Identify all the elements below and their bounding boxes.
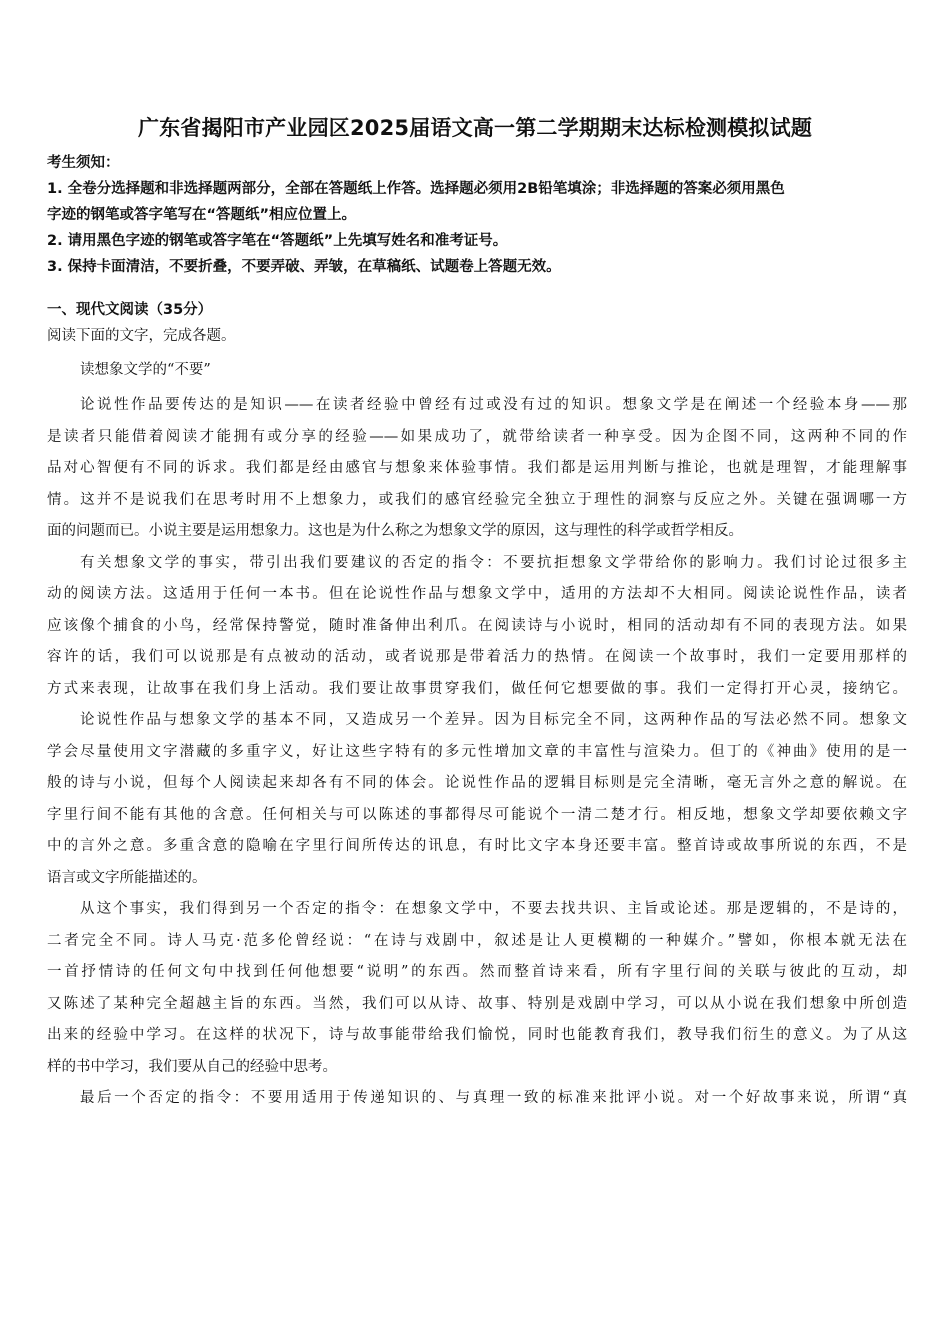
body-line: 应该像个捕食的小鸟，经常保持警觉，随时准备伸出利爪。在阅读诗与小说时，相同的活动却有不同的表现方法。如果 (47, 617, 907, 634)
candidate-notice (47, 150, 907, 280)
body-line: 从这个事实，我们得到另一个否定的指令：在想象文学中，不要去找共识、主旨或论述。那是逻辑的，不是诗的， (80, 901, 907, 917)
body-line: 学会尽量使用文字潜藏的多重字义，好让这些字特有的多元性增加文章的丰富性与渲染力。但丁的《神曲》使用的是一 (47, 743, 907, 760)
body-line: 容许的话，我们可以说那是有点被动的活动，或者说那是带着活力的热情。在阅读一个故事时，我们一定要用那样的 (47, 649, 907, 665)
body-line: 一首抒情诗的任何文句中找到任何他想要“说明”的东西。然而整首诗来看，所有字里行间的关联与彼此的互动，却 (47, 964, 907, 980)
body-line: 论说性作品要传达的是知识——在读者经验中曾经有过或没有过的知识。想象文学是在阐述一个经验本身——那 (80, 397, 907, 413)
body-line: 最后一个否定的指令：不要用适用于传递知识的、与真理一致的标准来批评小说。对一个好故事来说，所谓“真 (80, 1090, 907, 1106)
article-body (47, 390, 907, 1115)
body-line: 品对心智便有不同的诉求。我们都是经由感官与想象来体验事情。我们都是运用判断与推论，也就是理智，才能理解事 (47, 460, 907, 476)
body-line: 论说性作品与想象文学的基本不同，又造成另一个差异。因为目标完全不同，这两种作品的写法必然不同。想象文 (80, 712, 907, 728)
body-line: 出来的经验中学习。在这样的状况下，诗与故事能带给我们愉悦，同时也能教育我们，教导我们衍生的意义。为了从这 (47, 1027, 907, 1043)
body-line: 又陈述了某种完全超越主旨的东西。当然，我们可以从诗、故事、特别是戏剧中学习，可以从小说在我们想象中所创造 (47, 995, 907, 1012)
body-line: 语言或文字所能描述的。 (47, 869, 207, 886)
body-line: 是读者只能借着阅读才能拥有或分享的经验——如果成功了，就带给读者一种享受。因为企图不同，这两种不同的作 (47, 428, 907, 445)
notice-line: 1. 全卷分选择题和非选择题两部分，全部在答题纸上作答。选择题必须用2B铅笔填涂；非选择题的答案必须用黑色 (47, 181, 785, 197)
notice-heading: 考生须知： (47, 155, 120, 171)
body-line: 二者完全不同。诗人马克·范多伦曾经说：“在诗与戏剧中，叙述是让人更模糊的一种媒介。”譬如，你根本就无法在 (47, 932, 907, 949)
exam-title: 广东省揭阳市产业园区2025届语文高一第二学期期末达标检测模拟试题 (137, 116, 813, 140)
body-line: 中的言外之意。多重含意的隐喻在字里行间所传达的讯息，有时比文字本身还要丰富。整首诗或故事所说的东西，不是 (47, 838, 907, 854)
body-line: 有关想象文学的事实，带引出我们要建议的否定的指令：不要抗拒想象文学带给你的影响力。我们讨论过很多主 (80, 554, 907, 571)
notice-line: 字迹的钢笔或答字笔写在“答题纸”相应位置上。 (47, 207, 357, 223)
body-line: 动的阅读方法。这适用于任何一本书。但在论说性作品与想象文学中，适用的方法却不大相同。阅读论说性作品，读者 (47, 586, 907, 602)
article-title: 读想象文学的“不要” (80, 362, 211, 378)
section-heading: 一、现代文阅读（35分） (47, 302, 213, 318)
body-line: 面的问题而已。小说主要是运用想象力。这也是为什么称之为想象文学的原因，这与理性的科学或哲学相反。 (47, 523, 743, 539)
reading-instruction: 阅读下面的文字，完成各题。 (47, 328, 236, 344)
body-line: 情。这并不是说我们在思考时用不上想象力，或我们的感官经验完全独立于理性的洞察与反应之外。关键在强调哪一方 (47, 491, 907, 508)
body-line: 样的书中学习，我们要从自己的经验中思考。 (47, 1058, 337, 1075)
body-line: 般的诗与小说，但每个人阅读起来却各有不同的体会。论说性作品的逻辑目标则是完全清晰，毫无言外之意的解说。在 (47, 775, 907, 791)
body-line: 方式来表现，让故事在我们身上活动。我们要让故事贯穿我们，做任何它想要做的事。我们一定得打开心灵，接纳它。 (47, 680, 907, 697)
body-line: 字里行间不能有其他的含意。任何相关与可以陈述的事都得尽可能说个一清二楚才行。相反地，想象文学却要依赖文字 (47, 806, 907, 823)
notice-line: 3. 保持卡面清洁，不要折叠，不要弄破、弄皱，在草稿纸、试题卷上答题无效。 (47, 259, 561, 275)
notice-line: 2. 请用黑色字迹的钢笔或答字笔在“答题纸”上先填写姓名和准考证号。 (47, 233, 508, 249)
